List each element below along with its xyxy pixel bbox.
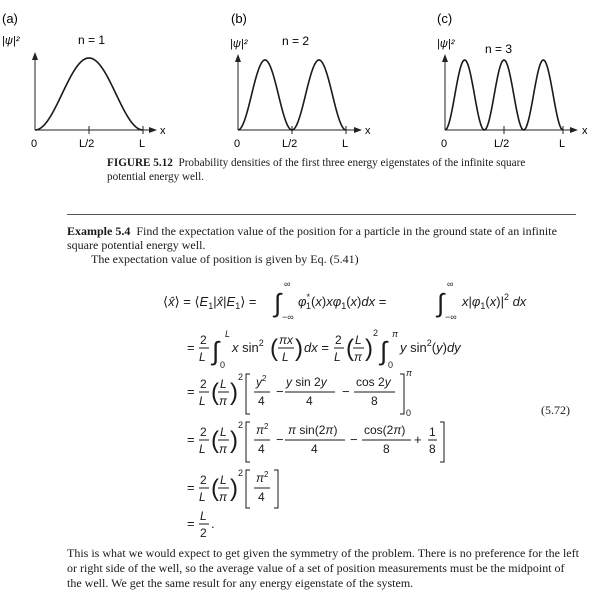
svg-text:∞: ∞	[284, 279, 291, 289]
svg-text:(: (	[346, 335, 354, 362]
svg-text:8: 8	[383, 442, 390, 456]
derivation-line-4	[187, 420, 444, 462]
svg-text:=: =	[187, 480, 195, 495]
svg-text:−: −	[276, 384, 284, 399]
svg-text:π: π	[392, 329, 399, 339]
svg-text:4: 4	[311, 442, 318, 456]
svg-text:y2: $y^2$	[256, 374, 267, 389]
svg-text:2: 2	[200, 473, 207, 487]
svg-text:−: −	[342, 384, 350, 399]
svg-text:L: L	[199, 490, 206, 504]
panel-c-n-label: n = 3	[485, 42, 513, 56]
svg-text:.: .	[211, 516, 215, 531]
svg-text:): )	[230, 475, 238, 502]
panel-b-tick-L: L	[342, 138, 349, 150]
svg-text:π: π	[219, 490, 228, 504]
svg-text:=: =	[187, 516, 195, 531]
svg-text:(: (	[270, 335, 278, 362]
equation-number: (5.72)	[541, 403, 570, 417]
svg-text:2: 2	[200, 526, 207, 540]
svg-text:∞: ∞	[447, 279, 454, 289]
derivation-line-5	[187, 468, 278, 508]
svg-text:): )	[295, 335, 303, 362]
panel-a-tick-half: L/2	[79, 138, 95, 150]
svg-text:(: (	[211, 379, 219, 406]
figure-caption-label: FIGURE 5.12	[107, 157, 173, 169]
svg-text:): )	[230, 379, 238, 406]
svg-text:): )	[365, 335, 373, 362]
panel-b-xlabel: x	[365, 125, 371, 137]
svg-text:L: L	[220, 473, 227, 487]
svg-text:2: 2	[200, 377, 207, 391]
panel-b-tick-half: L/2	[282, 138, 298, 150]
svg-text:(: (	[211, 427, 219, 454]
panel-c	[437, 11, 588, 150]
svg-text:L: L	[282, 350, 289, 364]
panel-b-tick-0: 0	[234, 138, 241, 150]
svg-text:8: 8	[371, 394, 378, 408]
svg-text:2: 2	[238, 372, 244, 382]
panel-a-n-label: n = 1	[78, 33, 106, 47]
svg-text:−∞: −∞	[282, 312, 294, 322]
example-intro: The expectation value of position is given by Eq. (5.41)	[91, 252, 359, 266]
svg-text:L: L	[200, 509, 207, 523]
panel-c-x-arrow	[570, 127, 578, 133]
svg-text:2: 2	[335, 333, 342, 347]
panel-c-y-arrow	[442, 54, 448, 62]
svg-text:−∞: −∞	[445, 312, 457, 322]
panel-a-letter: (a)	[2, 11, 18, 26]
svg-text:): )	[230, 427, 238, 454]
svg-text:L: L	[225, 329, 231, 339]
panel-a	[2, 11, 166, 150]
svg-text:0: 0	[220, 360, 226, 370]
derivation-line-3	[187, 368, 413, 418]
panel-c-tick-half: L/2	[494, 138, 510, 150]
panel-b-y-arrow	[235, 54, 241, 62]
svg-text:2: 2	[238, 420, 244, 430]
svg-text:−: −	[276, 432, 284, 447]
curve-n1	[35, 58, 143, 130]
svg-text:∫: ∫	[212, 336, 220, 366]
panel-a-tick-L: L	[139, 138, 146, 150]
svg-text:2: 2	[238, 468, 244, 478]
svg-text:L: L	[199, 394, 206, 408]
panel-c-tick-L: L	[559, 138, 566, 150]
svg-text:x sin2: x $\sin^2$	[232, 338, 264, 355]
panel-a-tick-0: 0	[31, 138, 38, 150]
svg-text:=: =	[187, 384, 195, 399]
svg-text:0: 0	[406, 408, 412, 418]
svg-text:−: −	[350, 432, 358, 447]
svg-text:0: 0	[388, 360, 394, 370]
curve-n3	[445, 60, 563, 130]
example-conclusion: This is what we would expect to get given the symmetry of the problem. There is no preference for the left or right side of the well, so the average value of a set of position measurements must be the midpoint of the well. We get the same result for any energy eigenstate of the system.	[67, 546, 579, 590]
svg-text:4: 4	[258, 394, 265, 408]
curve-n2	[238, 60, 346, 130]
svg-text:2: 2	[200, 333, 207, 347]
svg-text:=: =	[187, 432, 195, 447]
svg-text:π: π	[219, 442, 228, 456]
panel-c-xlabel: x	[582, 125, 588, 137]
svg-text:=: =	[187, 340, 195, 355]
derivation-line-2	[187, 328, 462, 370]
svg-text:L: L	[199, 442, 206, 456]
svg-text:π: π	[219, 394, 228, 408]
panel-b-x-arrow	[354, 127, 362, 133]
svg-text:π2: $\pi^2$	[256, 470, 269, 485]
figure-caption	[107, 156, 527, 184]
derivation-line-1	[163, 279, 527, 322]
expectation-value-derivation	[0, 270, 602, 540]
svg-text:π sin(2π): π sin(2π)	[288, 423, 338, 437]
svg-text:L: L	[220, 377, 227, 391]
svg-text:+: +	[414, 432, 422, 447]
svg-text:π: π	[354, 350, 363, 364]
panel-b-ylabel: |ψ|²	[230, 38, 248, 50]
svg-text:y sin2(y)dy: y $\sin^2(y)dy$	[400, 338, 461, 355]
svg-text:2: 2	[373, 328, 379, 338]
panel-b-n-label: n = 2	[282, 34, 310, 48]
panel-b	[230, 11, 371, 150]
panel-c-letter: (c)	[437, 11, 453, 26]
example-question: Find the expectation value of the position for a particle in the ground state of an infinite square potential energy well.	[67, 224, 557, 252]
panel-a-y-arrow	[32, 52, 38, 60]
svg-text:L: L	[334, 350, 341, 364]
panel-c-ylabel: |ψ|²	[437, 38, 455, 50]
example-block	[67, 224, 579, 266]
panel-a-ylabel: |ψ|²	[2, 35, 20, 47]
svg-text:L: L	[355, 333, 362, 347]
svg-text:⟨x̂⟩ = ⟨E1|x̂|E1⟩ =: ⟨x̂⟩ = $⟨E_1|x̂|E_1⟩$ =	[163, 294, 257, 311]
panel-b-letter: (b)	[231, 11, 247, 26]
svg-text:L: L	[220, 425, 227, 439]
svg-text:4: 4	[258, 442, 265, 456]
svg-text:2: 2	[200, 425, 207, 439]
energy-eigenstate-figure	[0, 0, 602, 150]
svg-text:∫: ∫	[274, 288, 282, 318]
panel-a-x-arrow	[149, 127, 157, 133]
svg-text:cos 2y: cos 2y	[356, 375, 391, 389]
svg-text:π: π	[406, 368, 413, 378]
svg-text:πx: πx	[279, 333, 294, 347]
svg-text:x|φ1(x)|2 dx: $x|\varphi_1(x)|^2$ dx	[462, 292, 527, 311]
svg-text:∫: ∫	[437, 288, 445, 318]
section-divider	[67, 214, 576, 215]
panel-c-tick-0: 0	[441, 138, 448, 150]
derivation-line-6	[187, 509, 215, 540]
svg-text:4: 4	[258, 490, 265, 504]
svg-text:L: L	[199, 350, 206, 364]
svg-text:1: 1	[429, 425, 436, 439]
svg-text:4: 4	[306, 394, 313, 408]
svg-text:y sin 2y: y sin 2y	[286, 375, 327, 389]
svg-text:(: (	[211, 475, 219, 502]
figure-caption-text: Probability densities of the first three energy eigenstates of the infinite square potential energy well.	[107, 157, 526, 183]
panel-a-xlabel: x	[160, 125, 166, 137]
example-label: Example 5.4	[67, 224, 131, 238]
svg-text:π2: $\pi^2$	[256, 422, 269, 437]
svg-text:cos(2π): cos(2π)	[364, 423, 406, 437]
svg-text:∫: ∫	[380, 336, 388, 366]
svg-text:dx =: dx =	[304, 340, 329, 355]
svg-text:8: 8	[429, 442, 436, 456]
svg-text:φ*1(x)xφ1(x)dx =: φ* $1(x)x\varphi_1(x)dx$ =	[298, 292, 387, 311]
